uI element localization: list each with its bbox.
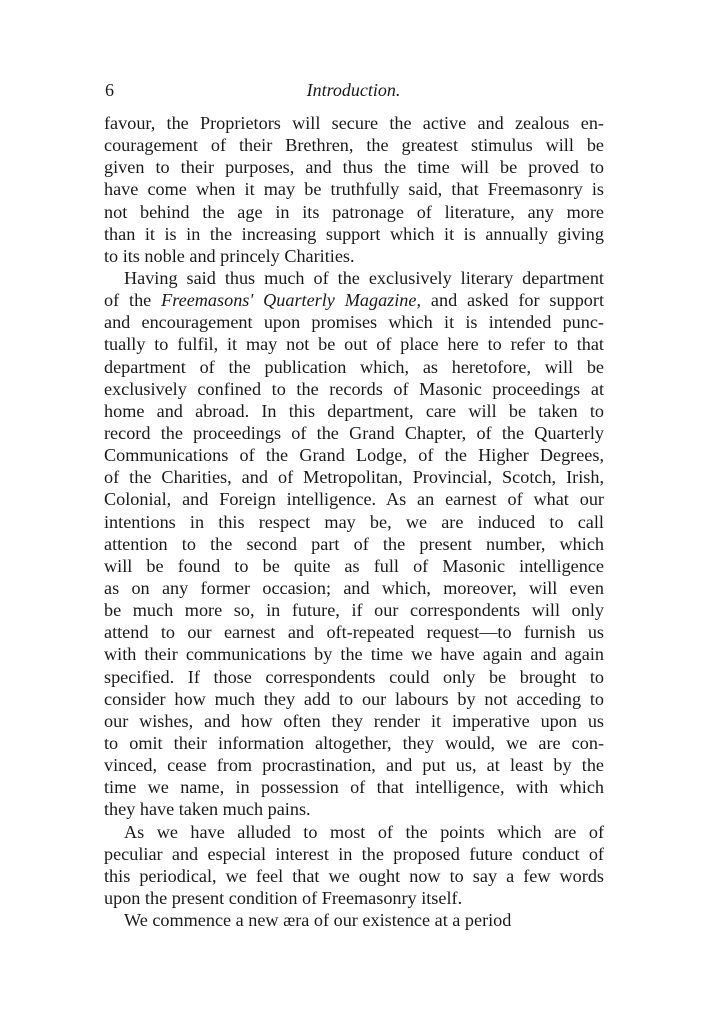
- text-line: than it is in the increasing support which it is annually giving: [104, 223, 604, 244]
- page-number: 6: [105, 80, 114, 100]
- text-line: exclusively confined to the records of Masonic proceedings at: [104, 378, 604, 399]
- text-line: and encouragement upon promises which it is intended punc-: [104, 312, 604, 333]
- text-line: have come when it may be truthfully said, that Freemasonry is: [104, 179, 604, 200]
- text-line: We commence a new æra of our existence at a period: [124, 910, 512, 931]
- text-line: not behind the age in its patronage of literature, any more: [104, 201, 604, 222]
- body-text: [104, 112, 604, 931]
- text-line: intentions in this respect may be, we are induced to call: [104, 511, 604, 532]
- text-line: Having said thus much of the exclusively literary department: [124, 267, 604, 288]
- text-line: given to their purposes, and thus the time will be proved to: [104, 157, 604, 178]
- text-line: they have taken much pains.: [104, 799, 311, 820]
- text-line: Communications of the Grand Lodge, of the Higher Degrees,: [104, 445, 604, 466]
- italic-title: Freemasons' Quarterly Magazine: [161, 290, 417, 311]
- text-line: couragement of their Brethren, the greatest stimulus will be: [104, 135, 604, 156]
- paragraph: [104, 909, 604, 931]
- text-line: with their communications by the time we have again and again: [104, 644, 604, 665]
- text-line: to omit their information altogether, they would, we are con-: [104, 732, 604, 753]
- text-line: of the Charities, and of Metropolitan, Provincial, Scotch, Irish,: [104, 467, 604, 488]
- text-line: to its noble and princely Charities.: [104, 245, 355, 266]
- running-title: Introduction.: [306, 80, 401, 100]
- text-line: home and abroad. In this department, care will be taken to: [104, 400, 604, 421]
- text-line: attend to our earnest and oft-repeated request—to furnish us: [104, 622, 604, 643]
- text-line: [104, 289, 604, 311]
- text-line: vinced, cease from procrastination, and put us, at least by the: [104, 755, 604, 776]
- text-segment: of the: [104, 290, 162, 311]
- paragraph: [104, 821, 604, 910]
- page-header: [105, 80, 602, 104]
- paragraph: [104, 267, 604, 821]
- text-line: this periodical, we feel that we ought now to say a few words: [104, 865, 604, 886]
- text-line: will be found to be quite as full of Masonic intelligence: [104, 555, 604, 576]
- text-line: As we have alluded to most of the points which are of: [124, 821, 604, 842]
- text-line: favour, the Proprietors will secure the active and zealous en-: [104, 113, 604, 133]
- text-line: record the proceedings of the Grand Chapter, of the Quarterly: [104, 422, 604, 443]
- text-segment: , and asked for support: [416, 290, 604, 311]
- text-line: our wishes, and how often they render it imperative upon us: [104, 710, 604, 731]
- text-line: tually to fulfil, it may not be out of place here to refer to that: [104, 334, 604, 355]
- text-line: specified. If those correspondents could only be brought to: [104, 666, 604, 687]
- text-line: Colonial, and Foreign intelligence. As an earnest of what our: [104, 489, 604, 510]
- text-line: attention to the second part of the present number, which: [104, 533, 604, 554]
- text-line: department of the publication which, as heretofore, will be: [104, 356, 604, 377]
- text-line: upon the present condition of Freemasonry itself.: [104, 887, 463, 908]
- text-line: peculiar and especial interest in the proposed future conduct of: [104, 843, 604, 864]
- text-line: time we name, in possession of that intelligence, with which: [104, 777, 604, 798]
- paragraph: [104, 112, 604, 267]
- text-line: consider how much they add to our labours by not acceding to: [104, 688, 604, 709]
- text-line: as on any former occasion; and which, moreover, will even: [104, 577, 604, 598]
- text-line: be much more so, in future, if our correspondents will only: [104, 600, 604, 621]
